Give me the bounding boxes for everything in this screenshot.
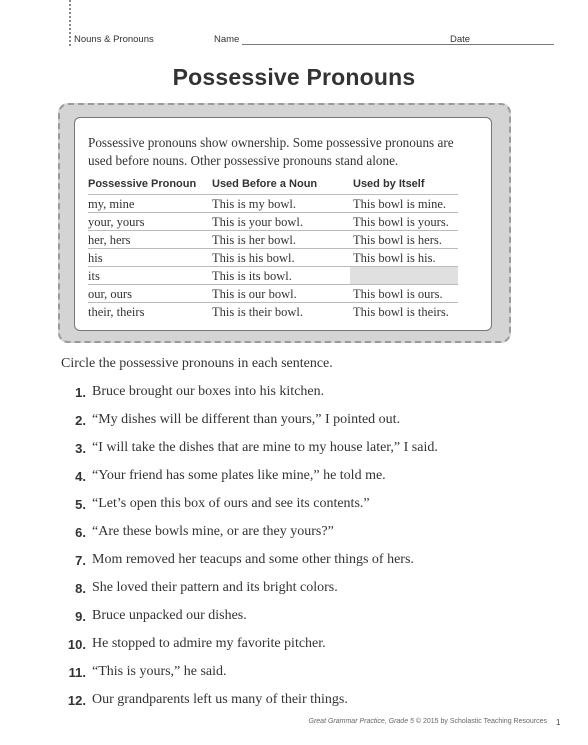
page-number: 1 (556, 718, 561, 727)
item-number: 10. (67, 637, 86, 652)
table-row (88, 212, 458, 231)
cell-pronoun: its (88, 269, 100, 283)
item-number: 12. (67, 693, 86, 708)
cell-pronoun: her, hers (88, 233, 131, 247)
name-label: Name (214, 34, 240, 45)
col-header-before-noun: Used Before a Noun (212, 178, 318, 190)
exercise-item (0, 636, 588, 656)
item-sentence[interactable]: “Let’s open this box of ours and see its contents.” (92, 496, 370, 511)
item-sentence[interactable]: Bruce brought our boxes into his kitchen. (92, 384, 325, 399)
cell-pronoun: my, mine (88, 197, 135, 211)
col-header-by-itself: Used by Itself (353, 178, 425, 190)
item-sentence[interactable]: He stopped to admire my favorite pitcher. (92, 636, 326, 651)
exercise-item (0, 524, 588, 544)
exercise-item (0, 440, 588, 460)
cell-pronoun: your, yours (88, 215, 145, 229)
footer-copyright: © 2015 by Scholastic Teaching Resources (415, 718, 547, 725)
table-row (88, 266, 458, 285)
date-field[interactable] (474, 44, 554, 45)
item-sentence[interactable]: “This is yours,” he said. (92, 664, 227, 679)
cell-by-itself: This bowl is ours. (353, 287, 443, 301)
col-header-pronoun: Possessive Pronoun (88, 178, 197, 190)
exercise-item (0, 692, 588, 712)
item-number: 8. (75, 581, 86, 596)
cell-before-noun: This is their bowl. (212, 305, 303, 319)
table-row (88, 302, 458, 321)
item-number: 7. (75, 553, 86, 568)
cell-by-itself: This bowl is yours. (353, 215, 449, 229)
cell-before-noun: This is its bowl. (212, 269, 292, 283)
table-row (88, 248, 458, 267)
exercise-item (0, 468, 588, 488)
page-title: Possessive Pronouns (172, 64, 416, 90)
item-sentence[interactable]: “Your friend has some plates like mine,” he told me. (92, 468, 386, 483)
info-intro: Possessive pronouns show ownership. Some possessive pronouns are used before nouns. Other possessive pronouns stand alone. (88, 135, 454, 168)
instructions: Circle the possessive pronouns in each sentence. (61, 356, 333, 371)
footer-book-title: Great Grammar Practice, Grade 5 (308, 718, 414, 725)
cell-before-noun: This is my bowl. (212, 197, 297, 211)
exercise-item (0, 384, 588, 404)
table-row (88, 194, 458, 213)
cut-line (69, 0, 71, 46)
cell-before-noun: This is our bowl. (212, 287, 297, 301)
item-sentence[interactable]: “Are these bowls mine, or are they yours?” (92, 524, 334, 539)
cell-pronoun: their, theirs (88, 305, 145, 319)
item-sentence[interactable]: “My dishes will be different than yours,” I pointed out. (92, 412, 401, 427)
item-number: 3. (75, 441, 86, 456)
item-number: 5. (75, 497, 86, 512)
cell-by-itself: This bowl is mine. (353, 197, 447, 211)
table-row (88, 230, 458, 249)
item-number: 6. (75, 525, 86, 540)
date-label: Date (450, 34, 471, 45)
worksheet-header (74, 34, 554, 48)
exercise-item (0, 580, 588, 600)
item-sentence[interactable]: Bruce unpacked our dishes. (92, 608, 247, 623)
table-row (88, 284, 458, 303)
item-sentence[interactable]: “I will take the dishes that are mine to my house later,” I said. (92, 440, 438, 455)
item-sentence[interactable]: Mom removed her teacups and some other things of hers. (92, 552, 414, 567)
exercise-item (0, 664, 588, 684)
item-number: 2. (75, 413, 86, 428)
exercise-item (0, 608, 588, 628)
item-sentence[interactable]: Our grandparents left us many of their things. (92, 692, 348, 707)
cell-by-itself: This bowl is hers. (353, 233, 442, 247)
item-number: 9. (75, 609, 86, 624)
exercise-item (0, 496, 588, 516)
cell-before-noun: This is her bowl. (212, 233, 297, 247)
subject-label: Nouns & Pronouns (74, 34, 154, 45)
cell-by-itself: This bowl is his. (353, 251, 436, 265)
cell-pronoun: his (88, 251, 103, 265)
footer-credit (0, 718, 547, 725)
item-number: 1. (75, 385, 86, 400)
cell-before-noun: This is your bowl. (212, 215, 303, 229)
item-number: 4. (75, 469, 86, 484)
item-sentence[interactable]: She loved their pattern and its bright colors. (92, 580, 338, 595)
exercise-item (0, 412, 588, 432)
item-number: 11. (68, 665, 86, 680)
cell-before-noun: This is his bowl. (212, 251, 295, 265)
cell-pronoun: our, ours (88, 287, 132, 301)
cell-by-itself: This bowl is theirs. (353, 305, 449, 319)
empty-cell-shading (350, 267, 458, 285)
exercise-item (0, 552, 588, 572)
